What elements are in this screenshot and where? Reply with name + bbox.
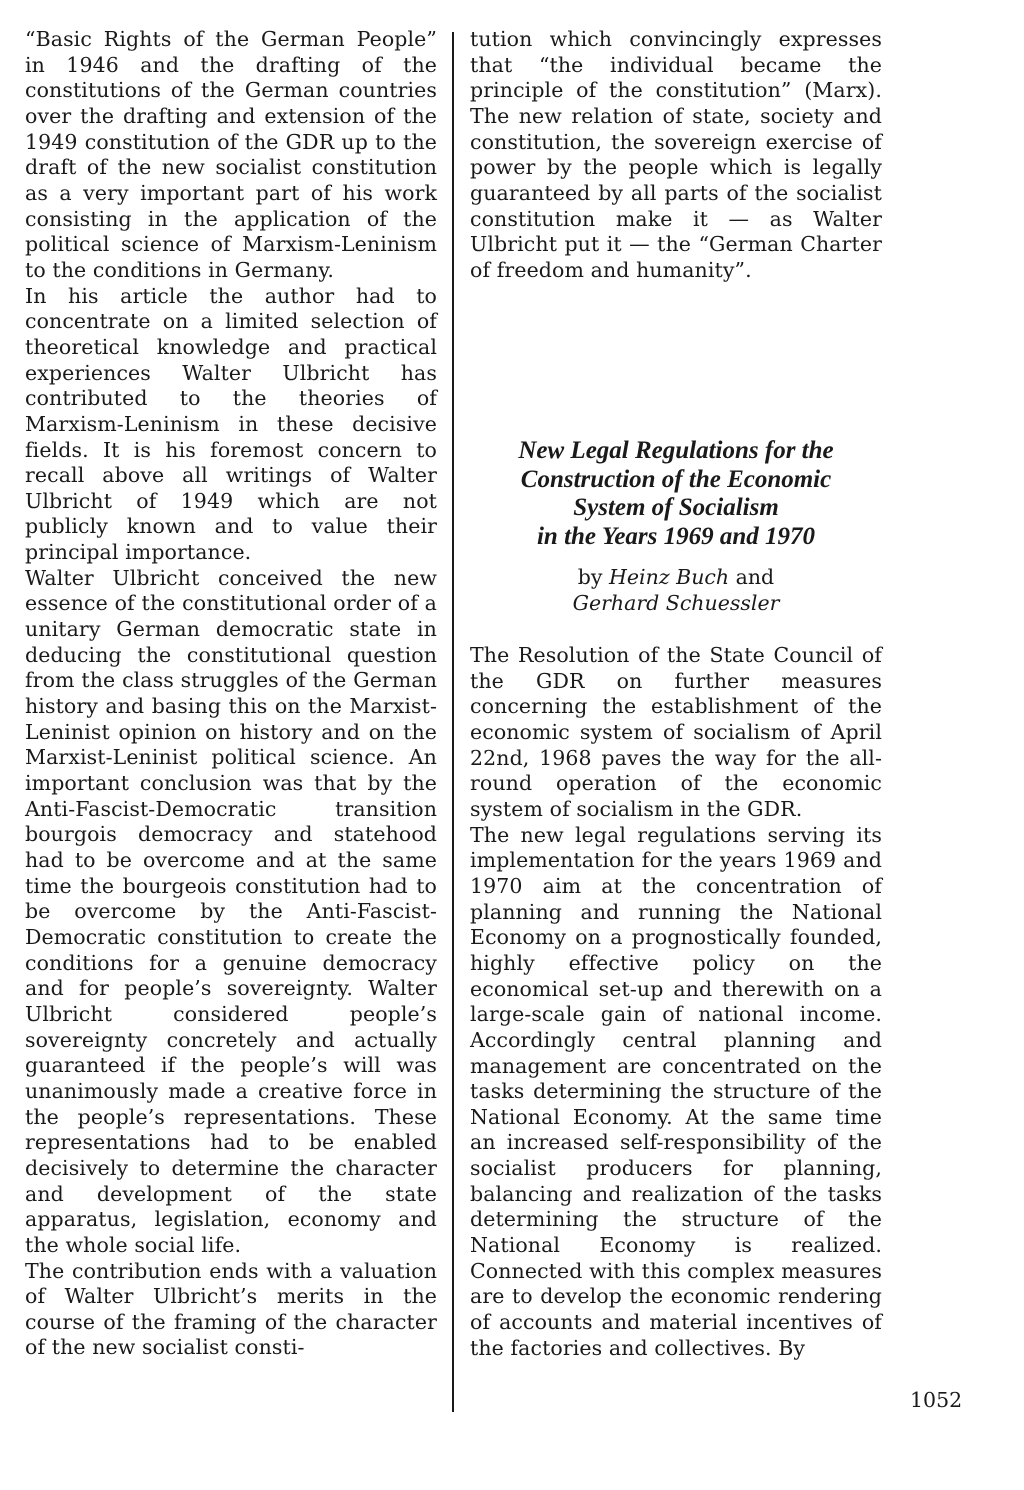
page-number: 1052 [910, 1388, 963, 1412]
left-column [25, 27, 437, 1361]
article-title-line-1: New Legal Regulations for the [518, 437, 834, 464]
author-1: Heinz Buch [609, 565, 730, 589]
article-title-line-2: Construction of the Economic [520, 465, 832, 493]
left-paragraph-3: Walter Ulbricht conceived the new essence of the constitutional order of a unitary German democratic state in deducing the constitutional question from the class struggles of the German history and basing this on the Marxist-Leninist opinion on history and on the Marxist-Leninist political science. An important conclusion was that by the Anti-Fascist-Democratic transition bourgois democracy and statehood had to be overcome and at the same time the bourgeois constitution had to be overcome by the Anti-Fascist-Democratic constitution to create the conditions for a genuine democracy and for people’s sovereignty. Walter Ulbricht considered people’s sovereignty concretely and actually guaranteed if the people’s will was unanimously made a creative force in the people’s representations. These representations had to be enabled decisively to determine the character and development of the state apparatus, legislation, economy and the whole social life. [25, 565, 437, 1257]
article-paragraph-2: The new legal regulations serving its implementation for the years 1969 and 1970 aim at the concentration of planning and running the National Economy on a prognostically founded, highly effective policy on the economical set-up and therewith on a large-scale gain of national income. Accordingly central planning and management are concentrated on the tasks determining the structure of the National Economy. At the same time an increased self-responsibility of the socialist producers for planning, balancing and realization of the tasks determining the structure of the National Economy is realized. Connected with this complex measures are to develop the economic rendering of accounts and material incentives of the factories and collectives. By [470, 822, 882, 1360]
left-paragraph-4: The contribution ends with a valuation of Walter Ulbricht’s merits in the course of the framing of the character of the new socialist consti- [25, 1258, 437, 1360]
left-paragraph-1: “Basic Rights of the German People” in 1946 and the drafting of the constitutions of the German countries over the drafting and extension of the 1949 constitution of the GDR up to the draft of the new socialist constitution as a very important part of his work consisting in the application of the political science of Marxism-Leninism to the conditions in Germany. [25, 27, 437, 282]
article-title-line-3: System of Socialism [573, 494, 779, 521]
left-paragraph-2: In his article the author had to concentrate on a limited selection of theoretical knowledge and practical experiences Walter Ulbricht has contributed to the theories of Marxism-Leninism in these decisive fields. It is his foremost concern to recall above all writings of Walter Ulbricht of 1949 which are not publicly known and to value their principal importance. [25, 283, 437, 565]
article-title [470, 437, 882, 551]
column-divider [452, 32, 454, 1412]
article-title-line-4: in the Years 1969 and 1970 [536, 522, 816, 550]
author-2: Gerhard Schuessler [572, 591, 780, 615]
byline-prefix: by [577, 565, 603, 589]
article-byline [470, 564, 882, 616]
article-body [470, 643, 882, 1361]
article-paragraph-1: The Resolution of the State Council of the GDR on further measures concerning the establishment of the economic system of socialism of April 22nd, 1968 paves the way for the all-round operation of the economic system of socialism in the GDR. [470, 643, 882, 821]
byline-joiner: and [735, 565, 775, 589]
right-continuation-paragraph: tution which convincingly expresses that “the individual became the principle of the constitution” (Marx). The new relation of state, society and constitution, the sovereign exercise of power by the people which is legally guaranteed by all parts of the socialist constitution make it — as Walter Ulbricht put it — the “German Charter of freedom and humanity”. [470, 27, 882, 282]
right-column-continuation [470, 27, 882, 284]
